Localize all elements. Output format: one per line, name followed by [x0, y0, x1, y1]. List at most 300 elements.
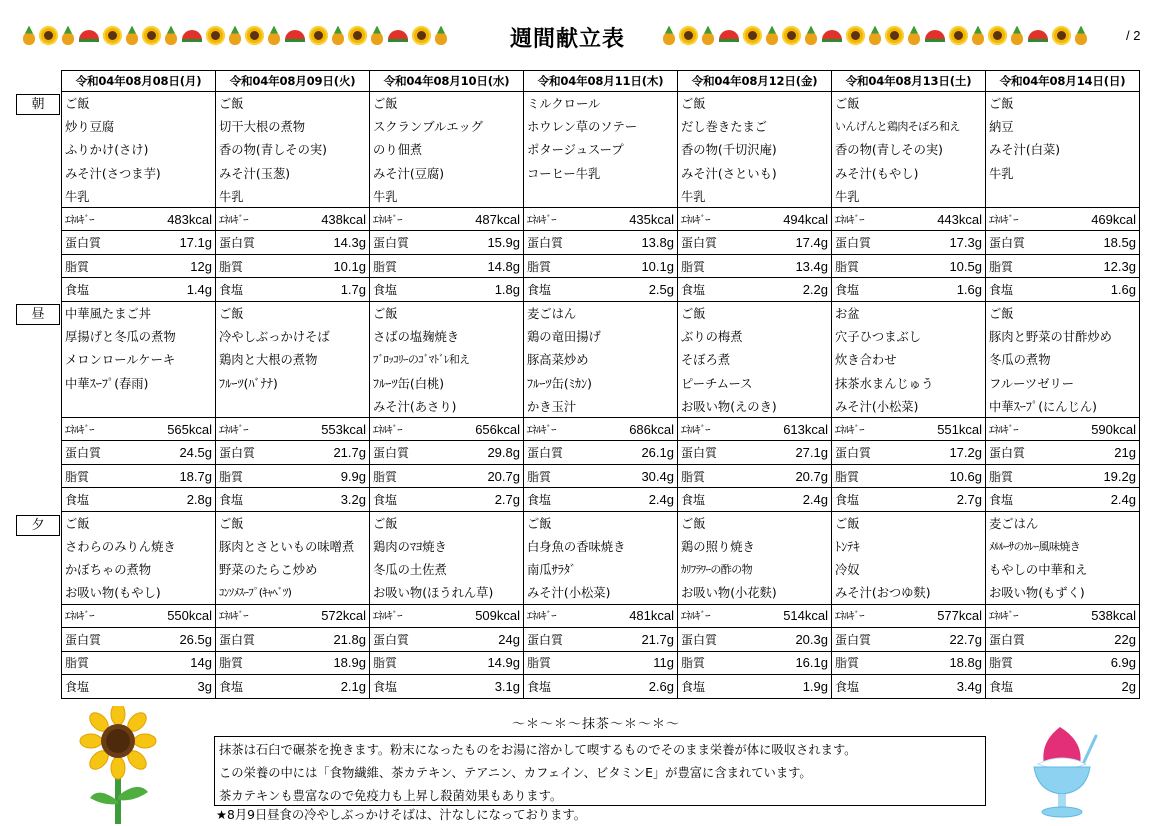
dish-cell [62, 394, 216, 417]
watermelon-icon [1027, 26, 1049, 45]
salt-label: 食塩 [219, 283, 244, 298]
dish-cell: 香の物(千切沢庵) [678, 138, 832, 161]
day-header-row [62, 71, 1140, 92]
fat-label: 脂質 [835, 469, 860, 484]
dish-cell: コーヒー牛乳 [524, 161, 678, 184]
protein-label: 蛋白質 [373, 236, 410, 251]
watermelon-icon [387, 26, 409, 45]
salt-value: 2.7g [956, 492, 982, 508]
salt-label: 食塩 [65, 283, 90, 298]
protein-value: 17.2g [949, 445, 982, 461]
page-number: / 2 [1126, 28, 1141, 43]
shaved-ice-illustration [1020, 722, 1104, 822]
fat-label: 脂質 [373, 259, 398, 274]
dish-cell: そぼろ煮 [678, 348, 832, 371]
nutrient-row-energy [62, 207, 1140, 231]
nutrient-row-energy [62, 604, 1140, 628]
dish-cell: 冷やしぶっかけそば [216, 325, 370, 348]
energy-label: ｴﾈﾙｷﾞｰ [219, 213, 248, 226]
protein-cell [832, 628, 986, 652]
energy-cell [370, 207, 524, 231]
dish-cell: みそ汁(玉葱) [216, 161, 370, 184]
fat-label: 脂質 [65, 469, 90, 484]
dish-row [62, 161, 1140, 184]
salt-cell [62, 278, 216, 302]
protein-label: 蛋白質 [65, 632, 102, 647]
sunflower-icon [103, 26, 122, 45]
fat-label: 脂質 [65, 259, 90, 274]
nutrient-row-salt [62, 278, 1140, 302]
dish-cell: ピーチムース [678, 371, 832, 394]
nutrient-row-salt [62, 488, 1140, 512]
dish-cell: お吸い物(もずく) [986, 581, 1140, 604]
dish-cell: ご飯 [832, 92, 986, 115]
dish-cell: メロンロールケーキ [62, 348, 216, 371]
energy-value: 577kcal [937, 608, 982, 624]
nutrient-row-fat [62, 254, 1140, 278]
energy-value: 481kcal [629, 608, 674, 624]
sunflower-icon [348, 26, 367, 45]
fat-cell [832, 651, 986, 675]
dish-cell: 冬瓜の土佐煮 [370, 558, 524, 581]
fat-cell [370, 464, 524, 488]
salt-cell [678, 278, 832, 302]
dish-row [62, 371, 1140, 394]
fat-cell [678, 651, 832, 675]
watermelon-icon [821, 26, 843, 45]
dish-row [62, 535, 1140, 558]
meal-label: 朝 [16, 94, 60, 115]
dish-cell: 豚肉と野菜の甘酢炒め [986, 325, 1140, 348]
dish-cell: 中華風たまご丼 [62, 301, 216, 324]
protein-label: 蛋白質 [681, 632, 718, 647]
energy-value: 538kcal [1091, 608, 1136, 624]
dish-cell: 冷奴 [832, 558, 986, 581]
dish-cell: 牛乳 [370, 184, 524, 207]
dish-row [62, 581, 1140, 604]
salt-label: 食塩 [373, 493, 398, 508]
energy-cell [986, 604, 1140, 628]
dish-cell: ｶﾘﾌﾗﾜｰの酢の物 [678, 558, 832, 581]
salt-label: 食塩 [219, 493, 244, 508]
dish-cell [216, 394, 370, 417]
fat-cell [832, 464, 986, 488]
dish-cell: 鶏肉のﾏﾖ焼き [370, 535, 524, 558]
sunflower-icon [1052, 26, 1071, 45]
dish-cell: スクランブルエッグ [370, 115, 524, 138]
salt-label: 食塩 [835, 679, 860, 694]
salt-label: 食塩 [65, 493, 90, 508]
dish-cell: みそ汁(おつゆ麩) [832, 581, 986, 604]
protein-label: 蛋白質 [681, 446, 718, 461]
pineapple-icon [662, 26, 676, 45]
fat-cell [832, 254, 986, 278]
pineapple-icon [125, 26, 139, 45]
salt-cell [986, 278, 1140, 302]
protein-value: 22.7g [949, 631, 982, 647]
fat-value: 10.5g [949, 258, 982, 274]
pineapple-icon [331, 26, 345, 45]
protein-label: 蛋白質 [835, 446, 872, 461]
fat-label: 脂質 [527, 469, 552, 484]
dish-cell: お吸い物(小花麩) [678, 581, 832, 604]
dish-cell: ご飯 [370, 511, 524, 534]
salt-cell [524, 488, 678, 512]
dish-cell: 中華ｽｰﾌﾟ(にんじん) [986, 394, 1140, 417]
dish-cell: みそ汁(さつま芋) [62, 161, 216, 184]
dish-cell: お盆 [832, 301, 986, 324]
fat-label: 脂質 [989, 469, 1014, 484]
energy-label: ｴﾈﾙｷﾞｰ [835, 423, 864, 436]
protein-value: 29.8g [487, 445, 520, 461]
dish-row [62, 301, 1140, 324]
energy-value: 572kcal [321, 608, 366, 624]
protein-label: 蛋白質 [373, 632, 410, 647]
salt-value: 1.4g [186, 282, 212, 298]
energy-label: ｴﾈﾙｷﾞｰ [65, 213, 94, 226]
fat-value: 12g [190, 258, 212, 274]
nutrient-row-protein [62, 628, 1140, 652]
pineapple-icon [907, 26, 921, 45]
protein-cell [62, 628, 216, 652]
dish-cell: さばの塩麹焼き [370, 325, 524, 348]
energy-cell [62, 417, 216, 441]
energy-value: 435kcal [629, 211, 674, 227]
dish-cell: 豚肉とさといもの味噌煮 [216, 535, 370, 558]
protein-label: 蛋白質 [835, 632, 872, 647]
dish-cell: かぼちゃの煮物 [62, 558, 216, 581]
energy-label: ｴﾈﾙｷﾞｰ [989, 423, 1018, 436]
energy-cell [524, 604, 678, 628]
dish-cell: かき玉汁 [524, 394, 678, 417]
protein-label: 蛋白質 [65, 236, 102, 251]
fat-label: 脂質 [219, 259, 244, 274]
salt-label: 食塩 [681, 679, 706, 694]
salt-value: 2.2g [802, 282, 828, 298]
dish-cell: もやしの中華和え [986, 558, 1140, 581]
fat-cell [678, 464, 832, 488]
energy-value: 590kcal [1091, 421, 1136, 437]
energy-value: 686kcal [629, 421, 674, 437]
fat-cell [62, 254, 216, 278]
protein-cell [524, 231, 678, 255]
salt-value: 1.9g [802, 678, 828, 694]
salt-value: 3.1g [494, 678, 520, 694]
protein-cell [216, 628, 370, 652]
sunflower-icon [743, 26, 762, 45]
energy-label: ｴﾈﾙｷﾞｰ [65, 423, 94, 436]
dish-cell: ﾌﾙｰﾂ缶(白桃) [370, 371, 524, 394]
salt-value: 1.8g [494, 282, 520, 298]
fat-value: 16.1g [795, 655, 828, 671]
energy-cell [216, 207, 370, 231]
salt-label: 食塩 [989, 493, 1014, 508]
dish-cell: だし巻きたまご [678, 115, 832, 138]
protein-cell [524, 628, 678, 652]
salt-label: 食塩 [527, 283, 552, 298]
watermelon-icon [924, 26, 946, 45]
dish-cell: ﾌﾙｰﾂ(ﾊﾞﾅﾅ) [216, 371, 370, 394]
fat-label: 脂質 [835, 259, 860, 274]
salt-cell [524, 278, 678, 302]
fat-label: 脂質 [65, 656, 90, 671]
pineapple-icon [765, 26, 779, 45]
salt-value: 2.6g [648, 678, 674, 694]
dish-cell: ご飯 [216, 301, 370, 324]
salt-cell [524, 675, 678, 699]
day-header: 令和04年08月08日(月) [62, 71, 216, 92]
energy-value: 553kcal [321, 421, 366, 437]
dish-cell: ご飯 [216, 92, 370, 115]
energy-cell [524, 207, 678, 231]
meal-label: 昼 [16, 304, 60, 325]
energy-label: ｴﾈﾙｷﾞｰ [65, 610, 94, 623]
dish-cell [524, 184, 678, 207]
energy-label: ｴﾈﾙｷﾞｰ [989, 610, 1018, 623]
dish-cell: ご飯 [216, 511, 370, 534]
protein-cell [986, 628, 1140, 652]
energy-label: ｴﾈﾙｷﾞｰ [835, 213, 864, 226]
dish-cell: 野菜のたらこ炒め [216, 558, 370, 581]
salt-value: 2.4g [1110, 492, 1136, 508]
protein-cell [986, 441, 1140, 465]
sunflower-icon [412, 26, 431, 45]
protein-value: 26.1g [641, 445, 674, 461]
dish-cell: 鶏の照り焼き [678, 535, 832, 558]
dish-cell: 鶏肉と大根の煮物 [216, 348, 370, 371]
day-header: 令和04年08月10日(水) [370, 71, 524, 92]
sunflower-icon [39, 26, 58, 45]
day-header: 令和04年08月09日(火) [216, 71, 370, 92]
dish-row [62, 394, 1140, 417]
fat-label: 脂質 [527, 259, 552, 274]
note-line: この栄養の中には「食物繊維、茶カテキン、テアニン、カフェイン、ビタミンE」が豊富に含まれています。 [219, 766, 812, 780]
salt-label: 食塩 [835, 283, 860, 298]
day-header: 令和04年08月14日(日) [986, 71, 1140, 92]
protein-value: 21.7g [333, 445, 366, 461]
sunflower-illustration [68, 706, 168, 824]
salt-cell [216, 675, 370, 699]
salt-cell [832, 278, 986, 302]
energy-label: ｴﾈﾙｷﾞｰ [373, 423, 402, 436]
energy-value: 551kcal [937, 421, 982, 437]
protein-cell [62, 441, 216, 465]
dish-cell: ﾌﾞﾛｯｺﾘｰのｺﾞﾏﾄﾞﾚ和え [370, 348, 524, 371]
energy-value: 550kcal [167, 608, 212, 624]
pineapple-icon [267, 26, 281, 45]
dish-cell: ご飯 [62, 92, 216, 115]
dish-cell: ﾒﾙﾙｰｻのｶﾚｰ風味焼き [986, 535, 1140, 558]
energy-cell [370, 604, 524, 628]
fat-value: 20.7g [795, 468, 828, 484]
protein-cell [678, 231, 832, 255]
dish-cell: 切干大根の煮物 [216, 115, 370, 138]
fat-label: 脂質 [989, 259, 1014, 274]
sunflower-icon [142, 26, 161, 45]
dish-cell: 香の物(青しその実) [832, 138, 986, 161]
energy-cell [216, 417, 370, 441]
pineapple-icon [701, 26, 715, 45]
protein-cell [832, 441, 986, 465]
salt-cell [370, 278, 524, 302]
dish-cell: みそ汁(小松菜) [832, 394, 986, 417]
pineapple-icon [971, 26, 985, 45]
energy-label: ｴﾈﾙｷﾞｰ [681, 610, 710, 623]
energy-value: 469kcal [1091, 211, 1136, 227]
pineapple-icon [228, 26, 242, 45]
protein-value: 24.5g [179, 445, 212, 461]
dish-cell: 牛乳 [216, 184, 370, 207]
dish-cell: ご飯 [678, 511, 832, 534]
salt-cell [62, 488, 216, 512]
salt-value: 3g [197, 678, 212, 694]
protein-cell [678, 441, 832, 465]
dish-cell: 炊き合わせ [832, 348, 986, 371]
fat-value: 6.9g [1110, 655, 1136, 671]
dish-row [62, 511, 1140, 534]
salt-label: 食塩 [835, 493, 860, 508]
sunflower-icon [782, 26, 801, 45]
sunflower-icon [206, 26, 225, 45]
pineapple-icon [434, 26, 448, 45]
dish-cell: ポタージュスープ [524, 138, 678, 161]
dish-cell: ふりかけ(さけ) [62, 138, 216, 161]
dish-cell: 厚揚げと冬瓜の煮物 [62, 325, 216, 348]
protein-value: 17.1g [179, 235, 212, 251]
salt-cell [832, 675, 986, 699]
page-title: 週間献立表 [510, 27, 626, 52]
watermelon-icon [718, 26, 740, 45]
dish-cell: 麦ごはん [524, 301, 678, 324]
fat-label: 脂質 [989, 656, 1014, 671]
pineapple-icon [1074, 26, 1088, 45]
salt-value: 1.7g [340, 282, 366, 298]
dish-cell: ご飯 [370, 92, 524, 115]
energy-value: 514kcal [783, 608, 828, 624]
protein-value: 27.1g [795, 445, 828, 461]
protein-label: 蛋白質 [527, 632, 564, 647]
salt-label: 食塩 [989, 283, 1014, 298]
fat-value: 18.8g [949, 655, 982, 671]
protein-label: 蛋白質 [527, 236, 564, 251]
protein-cell [370, 441, 524, 465]
fat-value: 9.9g [340, 468, 366, 484]
fat-value: 14.8g [487, 258, 520, 274]
note-line: 茶カテキンも豊富なので免疫力も上昇し殺菌効果もあります。 [219, 789, 563, 803]
dish-cell: 香の物(青しその実) [216, 138, 370, 161]
energy-cell [832, 417, 986, 441]
energy-label: ｴﾈﾙｷﾞｰ [527, 213, 556, 226]
fat-cell [216, 651, 370, 675]
dish-cell: 牛乳 [986, 161, 1140, 184]
sunflower-icon [846, 26, 865, 45]
fat-cell [216, 254, 370, 278]
dish-cell: ご飯 [524, 511, 678, 534]
meal-label: 夕 [16, 515, 60, 536]
salt-cell [678, 488, 832, 512]
protein-value: 13.8g [641, 235, 674, 251]
dish-row [62, 325, 1140, 348]
dish-cell: 穴子ひつまぶし [832, 325, 986, 348]
dish-row [62, 138, 1140, 161]
dish-cell: 麦ごはん [986, 511, 1140, 534]
note-heading: ～＊～＊～抹茶～＊～＊～ [512, 717, 681, 732]
dish-row [62, 558, 1140, 581]
salt-cell [370, 488, 524, 512]
fat-label: 脂質 [835, 656, 860, 671]
dish-cell: みそ汁(さといも) [678, 161, 832, 184]
dish-cell: みそ汁(あさり) [370, 394, 524, 417]
energy-cell [986, 417, 1140, 441]
dish-cell: 鶏の竜田揚げ [524, 325, 678, 348]
protein-cell [678, 628, 832, 652]
dish-cell: ご飯 [986, 301, 1140, 324]
dish-cell: のり佃煮 [370, 138, 524, 161]
fat-cell [524, 651, 678, 675]
protein-cell [986, 231, 1140, 255]
protein-label: 蛋白質 [373, 446, 410, 461]
protein-label: 蛋白質 [65, 446, 102, 461]
fat-value: 14.9g [487, 655, 520, 671]
energy-cell [370, 417, 524, 441]
energy-value: 438kcal [321, 211, 366, 227]
protein-label: 蛋白質 [527, 446, 564, 461]
sunflower-icon [949, 26, 968, 45]
salt-value: 2g [1121, 678, 1136, 694]
day-header: 令和04年08月12日(金) [678, 71, 832, 92]
energy-value: 565kcal [167, 421, 212, 437]
protein-cell [370, 231, 524, 255]
nutrient-row-protein [62, 441, 1140, 465]
energy-cell [678, 417, 832, 441]
fat-value: 13.4g [795, 258, 828, 274]
sunflower-icon [245, 26, 264, 45]
protein-value: 21.7g [641, 631, 674, 647]
salt-cell [216, 278, 370, 302]
dish-cell: 納豆 [986, 115, 1140, 138]
nutrient-row-fat [62, 464, 1140, 488]
dish-cell: ﾌﾙｰﾂ缶(ﾐｶﾝ) [524, 371, 678, 394]
fat-value: 12.3g [1103, 258, 1136, 274]
protein-label: 蛋白質 [219, 446, 256, 461]
energy-label: ｴﾈﾙｷﾞｰ [681, 213, 710, 226]
pineapple-icon [22, 26, 36, 45]
energy-value: 494kcal [783, 211, 828, 227]
fat-value: 30.4g [641, 468, 674, 484]
energy-value: 487kcal [475, 211, 520, 227]
pineapple-icon [1010, 26, 1024, 45]
protein-value: 26.5g [179, 631, 212, 647]
dish-cell: 牛乳 [678, 184, 832, 207]
energy-label: ｴﾈﾙｷﾞｰ [373, 610, 402, 623]
energy-label: ｴﾈﾙｷﾞｰ [373, 213, 402, 226]
energy-cell [678, 207, 832, 231]
fat-label: 脂質 [681, 259, 706, 274]
salt-cell [986, 675, 1140, 699]
energy-value: 483kcal [167, 211, 212, 227]
dish-cell: 中華ｽｰﾌﾟ(春雨) [62, 371, 216, 394]
dish-cell: ご飯 [370, 301, 524, 324]
dish-cell: 炒り豆腐 [62, 115, 216, 138]
energy-label: ｴﾈﾙｷﾞｰ [527, 610, 556, 623]
watermelon-icon [181, 26, 203, 45]
fat-value: 10.6g [949, 468, 982, 484]
salt-value: 3.4g [956, 678, 982, 694]
dish-cell: ご飯 [62, 511, 216, 534]
protein-value: 18.5g [1103, 235, 1136, 251]
dish-cell: ﾄﾝﾃｷ [832, 535, 986, 558]
fat-cell [370, 651, 524, 675]
